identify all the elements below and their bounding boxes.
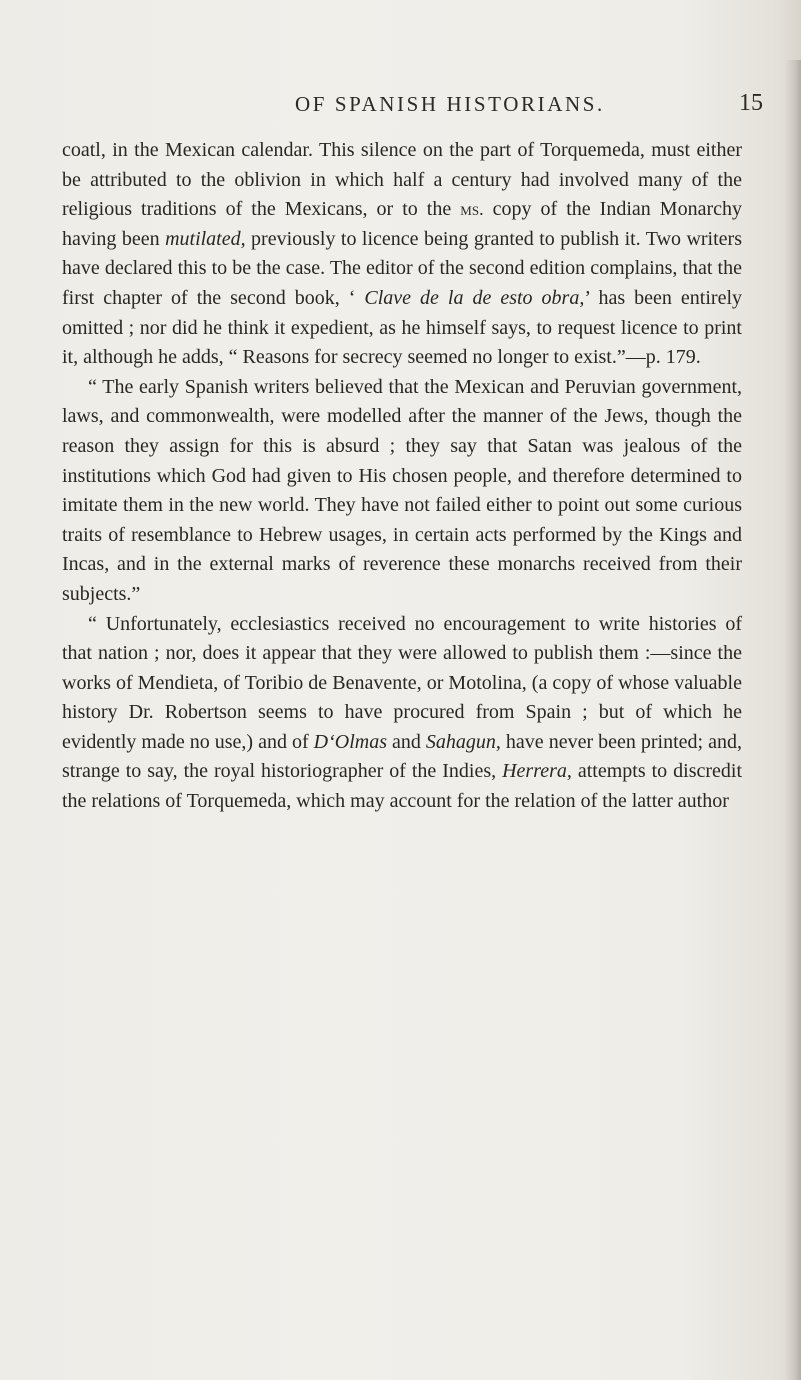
text-segment: attempts to discredit the relations of Torquemeda, which may account for the relation of the latter author xyxy=(62,760,743,813)
running-head: OF SPANISH HISTORIANS. xyxy=(295,92,605,116)
text-segment: coatl, in the Mexican calendar. This silence on the part of Torquemeda, must either be attributed to the oblivion in which half a century had involved many of the religious traditions of the Mexicans, or to the xyxy=(62,139,742,221)
text-segment-italic: mutilated, xyxy=(165,227,246,250)
page-number: 15 xyxy=(739,90,763,116)
paragraph xyxy=(62,610,742,817)
text-segment: “ The early Spanish writers believed that the Mexican and Peruvian government, laws, and commonwealth, were modelled after the manner of the Jews, though the reason they assign for this is absurd ; they say that Satan was jealous of the institutions which God had given to His chosen people, and therefore determined to imitate them in the new world. They have not failed either to point out some curious traits of resemblance to Hebrew usages, in certain acts performed by the Kings and Incas, and in the external marks of reverence these monarchs received from their subjects.” xyxy=(62,375,742,605)
text-segment: ’ has been entirely omitted ; nor did he think it expedient, as he himself says, to request licence to print it, although he adds, “ Reasons for secrecy seemed no longer to exist.”—p. 179. xyxy=(62,286,742,369)
text-segment-smallcaps: ms. xyxy=(460,199,484,220)
page-edge-shadow xyxy=(785,60,801,1380)
page-header xyxy=(0,92,801,122)
text-segment-italic: D‘Olmas xyxy=(313,730,388,753)
text-segment: previously to licence being granted to publish it. Two writers have declared this to be the case. The editor of the second edition complains, that the first chapter of the second book, ‘ xyxy=(62,227,742,309)
paragraph xyxy=(62,373,742,610)
text-segment-italic: Clave de la de esto obra, xyxy=(364,286,585,309)
text-segment-italic: Herrera, xyxy=(502,760,572,783)
text-segment: and xyxy=(387,730,426,753)
body-text xyxy=(62,136,742,817)
text-segment-italic: Sahagun, xyxy=(425,730,501,753)
text-segment: have never been printed; and, strange to say, the royal historiographer of the Indies, xyxy=(62,730,742,783)
text-segment: “ Unfortunately, ecclesiastics received no encouragement to write histories of that nation ; nor, does it appear that they were allowed to publish them :—since the works of Mendieta, of Toribio de Benavente, or Motolina, (a copy of whose valuable history Dr. Robertson seems to have procured from Spain ; but of which he evidently made no use,) and of xyxy=(62,612,742,753)
paragraph xyxy=(62,136,742,373)
text-segment: copy of the Indian Monarchy having been xyxy=(62,198,742,250)
